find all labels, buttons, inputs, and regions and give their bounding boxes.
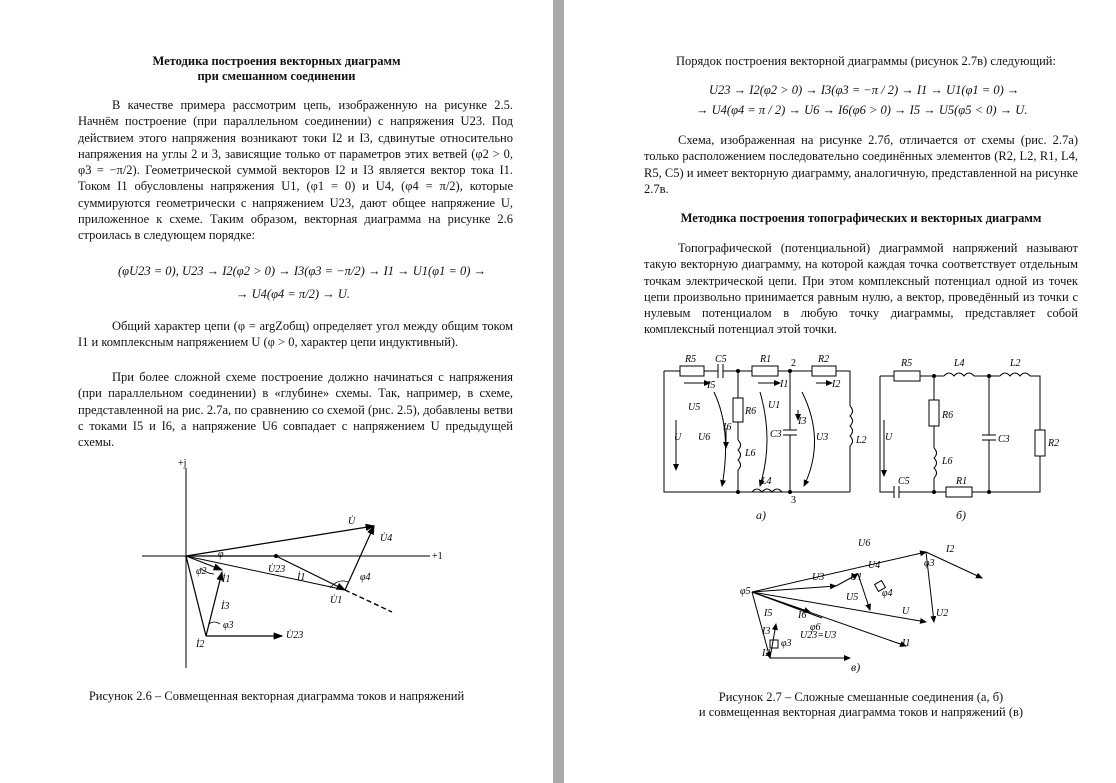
a-label-U: U	[674, 432, 682, 443]
v-label-U3: U3	[812, 572, 825, 583]
a-label-node3: 3	[791, 495, 796, 506]
left-para2-text: Общий характер цепи (φ = argZобщ) определяет угол между общим током I1 и комплексным напряжением U (φ > 0, характер цепи индуктивный).	[78, 319, 513, 350]
arc-phi3	[209, 622, 220, 624]
figure-2-7-caption-line2: и совмещенная векторная диаграмма токов и напряжений (в)	[698, 705, 1024, 719]
subfigure-v-label: в)	[851, 660, 861, 674]
right-page	[564, 0, 1116, 783]
v-label-I1: I1	[902, 638, 911, 649]
right-intro-text: Порядок построения векторной диаграммы (рисунок 2.7в) следующий:	[676, 54, 1056, 68]
subfigure-b-label: б)	[956, 508, 967, 522]
right-para1-text: Схема, изображенная на рисунке 2.7б, отличается от схемы (рис. 2.7а) только расположением последовательно соединённых элементов (R2, L2, R1, L4, R5, C5) и имеет векторную диаграмму, аналогичную, представленной на рисунке 2.7в.	[644, 133, 1078, 196]
right-title-2: Методика построения топографических и векторных диаграмм	[680, 211, 1042, 225]
v-label-U4: U4	[868, 560, 881, 571]
b-label-R1: R1	[956, 476, 968, 487]
figure-2-7-caption-line1: Рисунок 2.7 – Сложные смешанные соединения (а, б)	[718, 690, 1004, 704]
label-I1b: İ1	[297, 572, 306, 583]
a-label-L6: L6	[745, 448, 756, 459]
a-label-R5: R5	[685, 354, 697, 365]
label-phi: φ	[218, 549, 224, 560]
right-equation-line2: → U4(φ4 = π / 2) → U6 → I6(φ6 > 0) → I5 → U5(φ5 < 0) → U.	[696, 103, 1028, 117]
vector-I3	[206, 572, 222, 636]
left-equation-line2: → U4(φ4 = π/2) → U.	[236, 287, 350, 301]
a-label-I2: I2	[832, 379, 841, 390]
v-label-phi-2: φ3	[781, 638, 792, 649]
a-label-U1: U1	[768, 400, 781, 411]
v-label-I3: I3	[762, 626, 771, 637]
label-I3: İ3	[221, 601, 230, 612]
a-label-R6: R6	[745, 406, 757, 417]
v-label-I6: I6	[798, 610, 807, 621]
b-label-R5: R5	[901, 358, 913, 369]
a-label-L2: L2	[856, 435, 867, 446]
a-label-U5: U5	[688, 402, 701, 413]
right-equation-line1: U23 → I2(φ2 > 0) → I3(φ3 = −π / 2) → I1 → U1(φ1 = 0) →	[709, 83, 1020, 97]
vector-diagram-2-7v	[564, 0, 1116, 783]
a-label-I3: I3	[798, 416, 807, 427]
v-label-U: U	[902, 606, 910, 617]
label-I1a: İ1	[222, 574, 231, 585]
v-label-phi6: φ6	[810, 622, 821, 633]
label-phi2: φ2	[196, 566, 207, 577]
b-label-C3: C3	[998, 434, 1010, 445]
a-label-C3: C3	[770, 429, 782, 440]
vector-I1-ext	[345, 590, 392, 612]
v-label-U23eq: U23=U3	[800, 630, 837, 641]
v-label-I2b: I2	[762, 648, 771, 659]
left-equation-line1: (φU23 = 0), U23 → I2(φ2 > 0) → I3(φ3 = −π/2) → I1 → U1(φ1 = 0) →	[118, 264, 487, 278]
b-label-C5: C5	[898, 476, 910, 487]
b-label-R6: R6	[942, 410, 954, 421]
left-para3-text: При более сложной схеме построение должно начинаться с напряжения (при параллельном соединении) в «глубине» схемы. Так, например, в схеме, представленной на рис. 2.7а, по сравнению со схемой (рис. 2.5), добавлены ветви с токами I5 и I6, а напряжение U6 совпадает с напряжением U предыдущей схемы.	[78, 370, 513, 450]
v-label-phi3: φ3	[924, 558, 935, 569]
label-phi3: φ3	[223, 620, 234, 631]
b-label-L6: L6	[942, 456, 953, 467]
v-label-phi4: φ4	[882, 588, 893, 599]
left-title-line1: Методика построения векторных диаграмм	[152, 54, 401, 68]
label-U23a: U̇23	[268, 564, 286, 575]
v-label-U6: U6	[858, 538, 871, 549]
label-plus-1: +1	[432, 551, 443, 562]
page-gutter	[553, 0, 564, 783]
label-U4: U̇4	[380, 533, 393, 544]
label-phi4: φ4	[360, 572, 371, 583]
label-I2: İ2	[196, 639, 205, 650]
v-label-U2: U2	[936, 608, 949, 619]
v-label-U1: U1	[850, 572, 863, 583]
label-U1: U̇1	[330, 595, 343, 606]
vector-U1	[276, 556, 345, 590]
figure-2-6-caption: Рисунок 2.6 – Совмещенная векторная диаграмма токов и напряжений	[88, 689, 465, 703]
v-label-phi5: φ5	[740, 586, 751, 597]
label-U23b: U̇23	[286, 630, 304, 641]
a-label-node2: 2	[791, 358, 796, 369]
a-label-I6: I6	[723, 422, 732, 433]
label-U: U̇	[348, 516, 356, 527]
left-title-line2: при смешанном соединении	[197, 69, 356, 83]
vector-U	[186, 526, 374, 556]
figure-2-7-caption	[644, 690, 1078, 720]
a-label-I1: I1	[780, 379, 789, 390]
a-label-R1: R1	[760, 354, 772, 365]
right-para2-text: Топографической (потенциальной) диаграммой напряжений называют такую векторную диаграмму, на которой каждая точка соответствует отдельным точкам электрической цепи. При этом комплексный потенциал одной из точек цепи произвольно принимается равным нулю, а вектор, проведённый из точки с нулевым потенциалом в любую точку диаграммы, представляет собой комплексный потенциал этой точки.	[644, 241, 1078, 337]
b-label-L2: L2	[1010, 358, 1021, 369]
a-label-U3: U3	[816, 432, 829, 443]
label-plus-j: +j	[178, 458, 187, 469]
a-label-C5: C5	[715, 354, 727, 365]
left-page	[0, 0, 553, 783]
v-label-I5: I5	[764, 608, 773, 619]
b-label-L4: L4	[954, 358, 965, 369]
a-label-U6: U6	[698, 432, 711, 443]
a-label-R2: R2	[818, 354, 830, 365]
b-label-U: U	[885, 432, 893, 443]
a-label-I5: I5	[707, 380, 716, 391]
left-para1-text: В качестве примера рассмотрим цепь, изображенную на рисунке 2.5. Начнём построение (при параллельном соединении) с напряжения U23. Под действием этого напряжения возникают токи I2 и I3, сдвинутые относительно напряжения на углы 2 и 3, зависящие только от параметров этих ветвей (φ2 > 0, φ3 = −π/2). Геометрической суммой векторов I2 и I3 является вектор тока I1. Током I1 обусловлены напряжения U1, (φ1 = 0) и U4, (φ4 = π/2), которые суммируются геометрически с напряжением U23, дают общее напряжение U, приложенное к схеме. Таким образом, векторная диаграмма на рисунке 2.6 строилась в следующем порядке:	[78, 98, 513, 243]
v-label-I2: I2	[946, 544, 955, 555]
subfigure-a-label: а)	[756, 508, 766, 522]
a-label-L4: L4	[761, 476, 772, 487]
vector-diagram-2-6	[0, 0, 553, 783]
v-label-U5: U5	[846, 592, 859, 603]
b-label-R2: R2	[1048, 438, 1060, 449]
